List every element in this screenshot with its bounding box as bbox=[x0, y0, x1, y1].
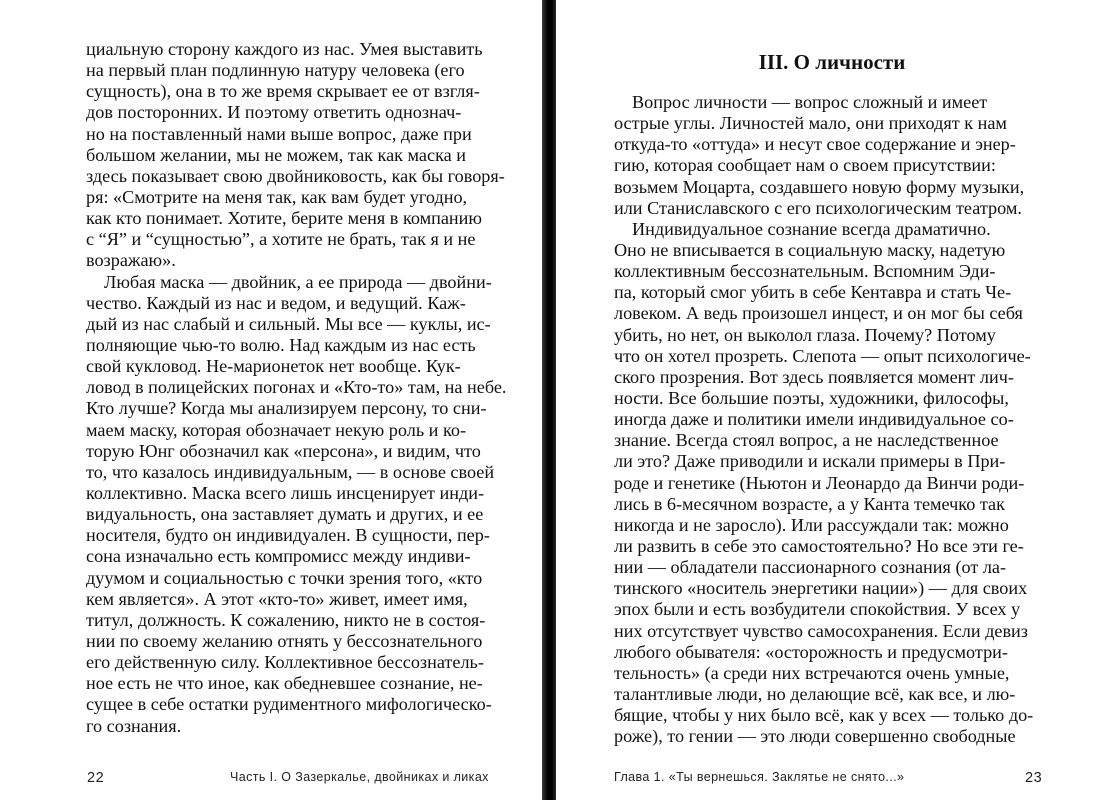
text-line: кем является». А этот «кто-то» живет, имеет имя, bbox=[86, 588, 468, 609]
text-line: как кто понимает. Хотите, берите меня в компанию bbox=[86, 208, 482, 229]
text-line: Вопрос личности — вопрос сложный и имеет bbox=[632, 92, 988, 112]
page-number: 23 bbox=[1025, 770, 1043, 786]
text-line: дуумом и социальностью с точки зрения того, «кто bbox=[86, 567, 483, 588]
text-line: роде и генетике (Ньютон и Леонардо да Винчи роди- bbox=[614, 472, 1025, 493]
text-line: коллективным бессознательным. Вспомним Эди- bbox=[614, 261, 996, 282]
text-line: маем маску, которая обозначает некую роль и ко- bbox=[86, 419, 467, 440]
text-line: убить, но нет, он выколол глаза. Почему? Потому bbox=[614, 324, 996, 345]
running-head: Глава 1. «Ты вернешься. Заклятье не снято...» bbox=[614, 770, 905, 784]
text-line: Оно не вписывается в социальную маску, надетую bbox=[614, 239, 1006, 260]
text-line: ского прозрения. Вот здесь появляется момент лич- bbox=[614, 366, 1014, 387]
page-number: 22 bbox=[87, 770, 105, 786]
book-gutter bbox=[542, 0, 556, 800]
text-line: то, что казалось индивидуальным, — в основе своей bbox=[86, 461, 495, 482]
chapter-title: III. О личности bbox=[758, 50, 906, 74]
text-line: острые углы. Личностей мало, они приходят к нам bbox=[614, 113, 1007, 134]
text-line: роже), то гении — это люди совершенно свободные bbox=[614, 726, 1016, 747]
text-line: носителя, будто он индивидуален. В сущности, пер- bbox=[86, 525, 490, 546]
text-line: ли это? Даже приводили и искали примеры в При- bbox=[614, 451, 1006, 472]
text-line: сущность), она в то же время скрывает ее от взгля- bbox=[86, 81, 480, 102]
text-line: с “Я” и “сущностью”, а хотите не брать, так я и не bbox=[86, 229, 476, 250]
text-line: никогда и не заросло). Или рассуждали так: можно bbox=[614, 514, 1009, 535]
text-line: или Станиславского с его психологическим театром. bbox=[614, 197, 1022, 218]
text-line: видуальность, она заставляет думать и других, и ее bbox=[86, 504, 484, 525]
text-line: Кто лучше? Когда мы анализируем персону, то сни- bbox=[86, 398, 487, 419]
text-line: ли развить в себе это самостоятельно? Но все эти ге- bbox=[614, 535, 1024, 556]
text-line: возьмем Моцарта, создавшего новую форму музыки, bbox=[614, 176, 1025, 197]
text-line: ря: «Смотрите на меня так, как вам будет угодно, bbox=[86, 186, 468, 207]
text-line: свой кукловод. Не-марионеток нет вообще. Кук- bbox=[86, 356, 461, 377]
text-line: возражаю». bbox=[86, 250, 176, 271]
text-line: ловод в полицейских погонах и «Кто-то» там, на небе. bbox=[86, 377, 507, 398]
text-line: ное есть не что иное, как обедневшее сознание, не- bbox=[86, 673, 483, 694]
left-page bbox=[0, 0, 542, 800]
running-head: Часть I. О Зазеркалье, двойниках и ликах bbox=[230, 770, 489, 784]
right-page bbox=[556, 0, 1108, 800]
text-line: тинского «носитель энергетики нации») — для своих bbox=[614, 578, 1028, 599]
text-line: го сознания. bbox=[86, 715, 182, 736]
text-line: на первый план подлинную натуру человека (его bbox=[86, 60, 465, 81]
text-line: знание. Всегда стоял вопрос, а не наследственное bbox=[614, 430, 999, 451]
text-line: титул, должность. К сожалению, никто не в состоя- bbox=[86, 609, 486, 630]
text-line: торую Юнг обозначил как «персона», и видим, что bbox=[86, 440, 481, 461]
text-line: Индивидуальное сознание всегда драматично. bbox=[632, 218, 991, 239]
text-line: па, который смог убить в себе Кентавра и стать Че- bbox=[614, 282, 1012, 303]
text-line: сущее в себе остатки рудиментного мифологическо- bbox=[86, 694, 492, 715]
text-line: эпох были и есть возбудители спокойствия. У всех у bbox=[614, 599, 1021, 620]
text-line: ности. Все большие поэты, художники, философы, bbox=[614, 387, 1009, 408]
text-line: них отсутствует чувство самосохранения. Если девиз bbox=[614, 620, 1028, 641]
text-line: дов посторонних. И поэтому ответить однознач- bbox=[86, 102, 462, 123]
right-page-text bbox=[614, 92, 1046, 747]
text-line: любого обывателя: «осторожность и предусмотри- bbox=[614, 641, 1008, 662]
text-line: его действенную силу. Коллективное бессознатель- bbox=[86, 652, 484, 673]
text-line: нии — обладатели пассионарного сознания (от ла- bbox=[614, 557, 1007, 578]
text-line: нии по своему желанию отнять у бессознательного bbox=[86, 630, 483, 651]
text-line: иногда даже и политики имели индивидуальное со- bbox=[614, 409, 1014, 430]
text-line: чество. Каждый из нас и ведом, и ведущий. Каж- bbox=[86, 292, 466, 313]
text-line: коллективно. Маска всего лишь инсценирует инди- bbox=[86, 482, 485, 503]
text-line: гию, которая сообщает нам о своем присутствии: bbox=[614, 155, 996, 176]
text-line: большом желании, мы не можем, так как маска и bbox=[86, 144, 466, 165]
text-line: здесь показывает свою двойниковость, как бы говоря- bbox=[86, 165, 505, 186]
text-line: циальную сторону каждого из нас. Умея выставить bbox=[86, 39, 483, 59]
text-line: тельность» (а среди них встречаются очень умные, bbox=[614, 662, 1010, 683]
text-line: бящие, чтобы у них было всё, как у всех — только до- bbox=[614, 705, 1034, 726]
text-line: откуда-то «оттуда» и несут свое содержание и энер- bbox=[614, 134, 1016, 155]
text-line: дый из нас слабый и сильный. Мы все — куклы, ис- bbox=[86, 313, 491, 334]
text-line: талантливые люди, но делающие всё, как все, и лю- bbox=[614, 683, 1016, 704]
text-line: что он хотел прозреть. Слепота — опыт психологиче- bbox=[614, 345, 1031, 366]
text-line: полняющие чью-то волю. Над каждым из нас есть bbox=[86, 334, 476, 355]
left-page-text bbox=[86, 39, 507, 737]
text-line: ловеком. А ведь произошел инцест, и он мог бы себя bbox=[614, 303, 1023, 324]
text-line: Любая маска — двойник, а ее природа — двойни- bbox=[104, 271, 492, 292]
text-line: лись в 6-месячном возрасте, а у Канта темечко так bbox=[614, 493, 1005, 514]
text-line: сона изначально есть компромисс между индиви- bbox=[86, 546, 471, 567]
text-line: но на поставленный нами выше вопрос, даже при bbox=[86, 123, 472, 144]
